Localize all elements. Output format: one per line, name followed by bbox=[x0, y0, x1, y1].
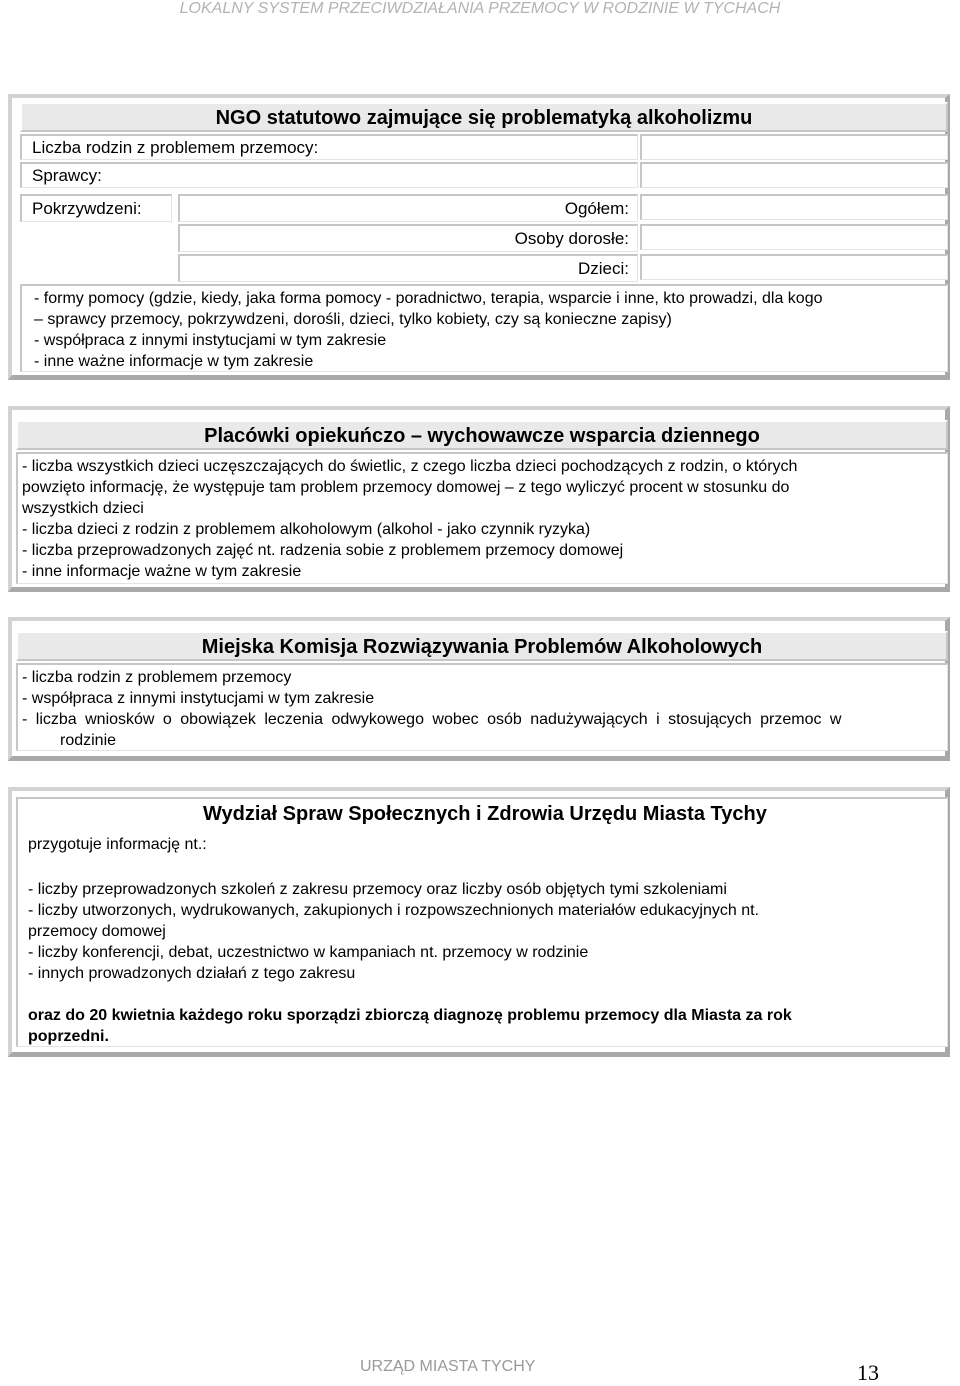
info-line: - formy pomocy (gdzie, kiedy, jaka forma pomocy - poradnictwo, terapia, wsparcie i inne, kto prowadzi, dla kogo bbox=[34, 290, 823, 307]
adults-label-cell bbox=[178, 224, 638, 252]
section-title: NGO statutowo zajmujące się problematyką alkoholizmu bbox=[215, 107, 753, 129]
social-affairs-section bbox=[8, 787, 950, 1057]
info-line: - współpraca z innymi instytucjami w tym zakresie bbox=[34, 332, 387, 349]
info-line: - innych prowadzonych działań z tego zakresu bbox=[28, 965, 356, 982]
info-line: powzięto informację, że występuje tam problem przemocy domowej – z tego wyliczyć procent w stosunku do bbox=[22, 479, 790, 496]
section-title-bar bbox=[20, 102, 948, 132]
families-value-field[interactable] bbox=[640, 134, 948, 160]
perpetrators-value-field[interactable] bbox=[640, 162, 948, 188]
victims-label: Pokrzywdzeni: bbox=[32, 199, 142, 218]
info-line: - liczba rodzin z problemem przemocy bbox=[22, 669, 292, 686]
victims-label-cell bbox=[20, 194, 172, 222]
info-line: - współpraca z innymi instytucjami w tym zakresie bbox=[22, 690, 375, 707]
perpetrators-label: Sprawcy: bbox=[32, 166, 102, 185]
closing-line: oraz do 20 kwietnia każdego roku sporządzi zbiorczą diagnozę problemu przemocy dla Miasta za rok bbox=[28, 1007, 792, 1024]
children-value-field[interactable] bbox=[640, 254, 948, 280]
section-title: Placówki opiekuńczo – wychowawcze wsparcia dziennego bbox=[204, 425, 760, 447]
perpetrators-label-cell bbox=[20, 162, 638, 188]
page-header: LOKALNY SYSTEM PRZECIWDZIAŁANIA PRZEMOCY W RODZINIE W TYCHACH bbox=[179, 0, 781, 17]
info-line: - liczby przeprowadzonych szkoleń z zakresu przemocy oraz liczby osób objętych tymi szkoleniami bbox=[28, 881, 727, 898]
section4-info-cell bbox=[16, 797, 948, 1047]
closing-line: poprzedni. bbox=[28, 1028, 109, 1045]
intro-text: przygotuje informację nt.: bbox=[28, 836, 207, 853]
page-footer: URZĄD MIASTA TYCHY bbox=[360, 1358, 536, 1375]
info-line: - liczba wszystkich dzieci uczęszczających do świetlic, z czego liczba dzieci pochodzących z rodzin, o których bbox=[22, 458, 798, 475]
section2-info-cell bbox=[16, 452, 948, 584]
info-line: przemocy domowej bbox=[28, 923, 166, 940]
info-line: wszystkich dzieci bbox=[22, 500, 144, 517]
families-label: Liczba rodzin z problemem przemocy: bbox=[32, 138, 319, 157]
alcohol-commission-section bbox=[8, 617, 950, 761]
children-label-cell bbox=[178, 254, 638, 282]
section-title-bar bbox=[16, 631, 948, 661]
info-line: – sprawcy przemocy, pokrzywdzeni, dorośli, dzieci, tylko kobiety, czy są konieczne zapisy) bbox=[34, 311, 672, 328]
section3-info-cell bbox=[16, 663, 948, 751]
total-label: Ogółem: bbox=[564, 199, 629, 218]
adults-label: Osoby dorosłe: bbox=[514, 229, 629, 248]
daycare-section bbox=[8, 406, 950, 592]
section-title: Wydział Spraw Społecznych i Zdrowia Urzędu Miasta Tychy bbox=[203, 803, 767, 825]
page-number: 13 bbox=[857, 1360, 879, 1385]
info-line: - liczba przeprowadzonych zajęć nt. radzenia sobie z problemem przemocy domowej bbox=[22, 542, 624, 559]
adults-value-field[interactable] bbox=[640, 224, 948, 250]
section1-info-cell bbox=[20, 284, 948, 372]
section-title-bar bbox=[16, 420, 948, 450]
info-line: - liczby utworzonych, wydrukowanych, zakupionych i rozpowszechnionych materiałów edukacyjnych nt. bbox=[28, 902, 759, 919]
info-line: - liczba wniosków o obowiązek leczenia odwykowego wobec osób nadużywających i stosujących przemoc w bbox=[22, 711, 842, 728]
info-line: - liczby konferencji, debat, uczestnictwo w kampaniach nt. przemocy w rodzinie bbox=[28, 944, 589, 961]
info-line: - inne informacje ważne w tym zakresie bbox=[22, 563, 302, 580]
total-value-field[interactable] bbox=[640, 194, 948, 220]
families-label-cell bbox=[20, 134, 638, 160]
ngo-alcohol-section bbox=[8, 94, 950, 380]
children-label: Dzieci: bbox=[577, 259, 629, 278]
section-title: Miejska Komisja Rozwiązywania Problemów Alkoholowych bbox=[201, 636, 763, 658]
info-line: - liczba dzieci z rodzin z problemem alkoholowym (alkohol - jako czynnik ryzyka) bbox=[22, 521, 591, 538]
info-line: - inne ważne informacje w tym zakresie bbox=[34, 353, 314, 370]
total-label-cell bbox=[178, 194, 638, 222]
info-line: rodzinie bbox=[60, 732, 117, 749]
